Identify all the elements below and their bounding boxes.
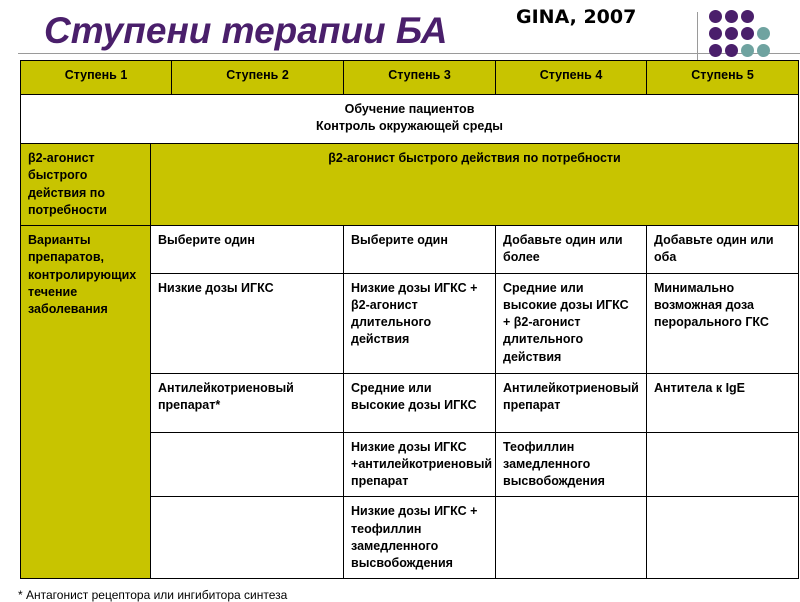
education-cell [21,95,799,144]
decor-dot [741,27,754,40]
education-line-1: Обучение пациентов [344,102,475,116]
option2-step5: Антитела к IgE [647,373,799,432]
option3-step3: Низкие дозы ИГКС +антилейкотриеновый препарат [344,432,496,497]
choose-step3: Выберите один [344,226,496,274]
step-3-header: Ступень 3 [344,61,496,95]
option4-step5 [647,497,799,579]
option4-step4 [496,497,647,579]
decor-dot [757,27,770,40]
decor-dot [741,10,754,23]
step-1-header: Ступень 1 [21,61,172,95]
option3-step4: Теофиллин замедленного высвобождения [496,432,647,497]
page-title: Ступени терапии БА [44,10,448,51]
option1-step5: Минимально возможная доза перорального ГКС [647,273,799,373]
option3-step5 [647,432,799,497]
decor-dot [709,27,722,40]
option1-step3: Низкие дозы ИГКС + β2-агонист длительного действия [344,273,496,373]
education-row [21,95,799,144]
source-label: GINA, 2007 [516,6,637,28]
relief-steps2to5-cell: β2-агонист быстрого действия по потребности [151,144,799,226]
step-2-header: Ступень 2 [172,61,344,95]
decor-dot [725,44,738,57]
choose-step4: Добавьте один или более [496,226,647,274]
decor-dot [725,27,738,40]
decor-dot [709,10,722,23]
education-line-2: Контроль окружающей среды [316,119,503,134]
decor-dot [709,44,722,57]
step-5-header: Ступень 5 [647,61,799,95]
decor-dot [757,44,770,57]
steps-header-row [21,61,799,95]
relief-step1-cell: β2-агонист быстрого действия по потребности [21,144,151,226]
relief-row [21,144,799,226]
decor-dot [741,44,754,57]
option2-step3: Средние или высокие дозы ИГКС [344,373,496,432]
option2-step4: Антилейкотриеновый препарат [496,373,647,432]
choose-step5: Добавьте один или оба [647,226,799,274]
footnote: * Антагонист рецептора или ингибитора синтеза [18,588,288,602]
step-4-header: Ступень 4 [496,61,647,95]
therapy-steps-table [20,60,799,579]
controller-row-label: Варианты препаратов, контролирующих течение заболевания [21,226,151,579]
choose-step2: Выберите один [151,226,344,274]
option4-step3: Низкие дозы ИГКС + теофиллин замедленного высвобождения [344,497,496,579]
option1-step2: Низкие дозы ИГКС [151,273,344,373]
option1-step4: Средние или высокие дозы ИГКС + β2-агонист длительного действия [496,273,647,373]
decor-dot [725,10,738,23]
controller-choose-row [21,226,799,274]
decor-horizontal-line [18,53,800,54]
option4-step2 [151,497,344,579]
option2-step2: Антилейкотриеновый препарат* [151,373,344,432]
option3-step2 [151,432,344,497]
